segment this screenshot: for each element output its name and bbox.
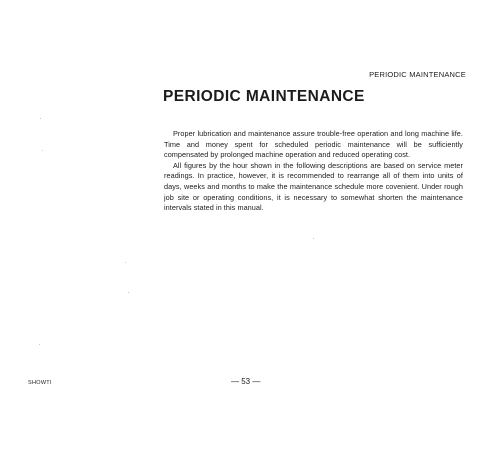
scan-speck (42, 150, 43, 151)
scan-speck (40, 118, 41, 119)
scan-speck (125, 262, 126, 263)
scan-speck (39, 344, 40, 345)
scan-speck (313, 238, 314, 239)
running-header: PERIODIC MAINTENANCE (369, 70, 466, 79)
body-text (164, 129, 463, 214)
scan-speck (128, 292, 129, 293)
page-number: — 53 — (231, 377, 261, 386)
document-code: SHOWTI (28, 380, 52, 386)
paragraph-lubrication: Proper lubrication and maintenance assure trouble-free operation and long machine life. Time and money spent for scheduled periodic maintenance will be sufficiently compensated by prolonged machine operation and reduced operating cost. (164, 129, 463, 160)
page-title: PERIODIC MAINTENANCE (163, 88, 365, 105)
paragraph-service-meter: All figures by the hour shown in the following descriptions are based on service meter readings. In practice, however, it is recommended to rearrange all of them into units of days, weeks and months to make the maintenance schedule more covenient. Under rough job site or operating conditions, it is necessary to somewhat shorten the maintenance intervals stated in this manual. (164, 160, 463, 213)
